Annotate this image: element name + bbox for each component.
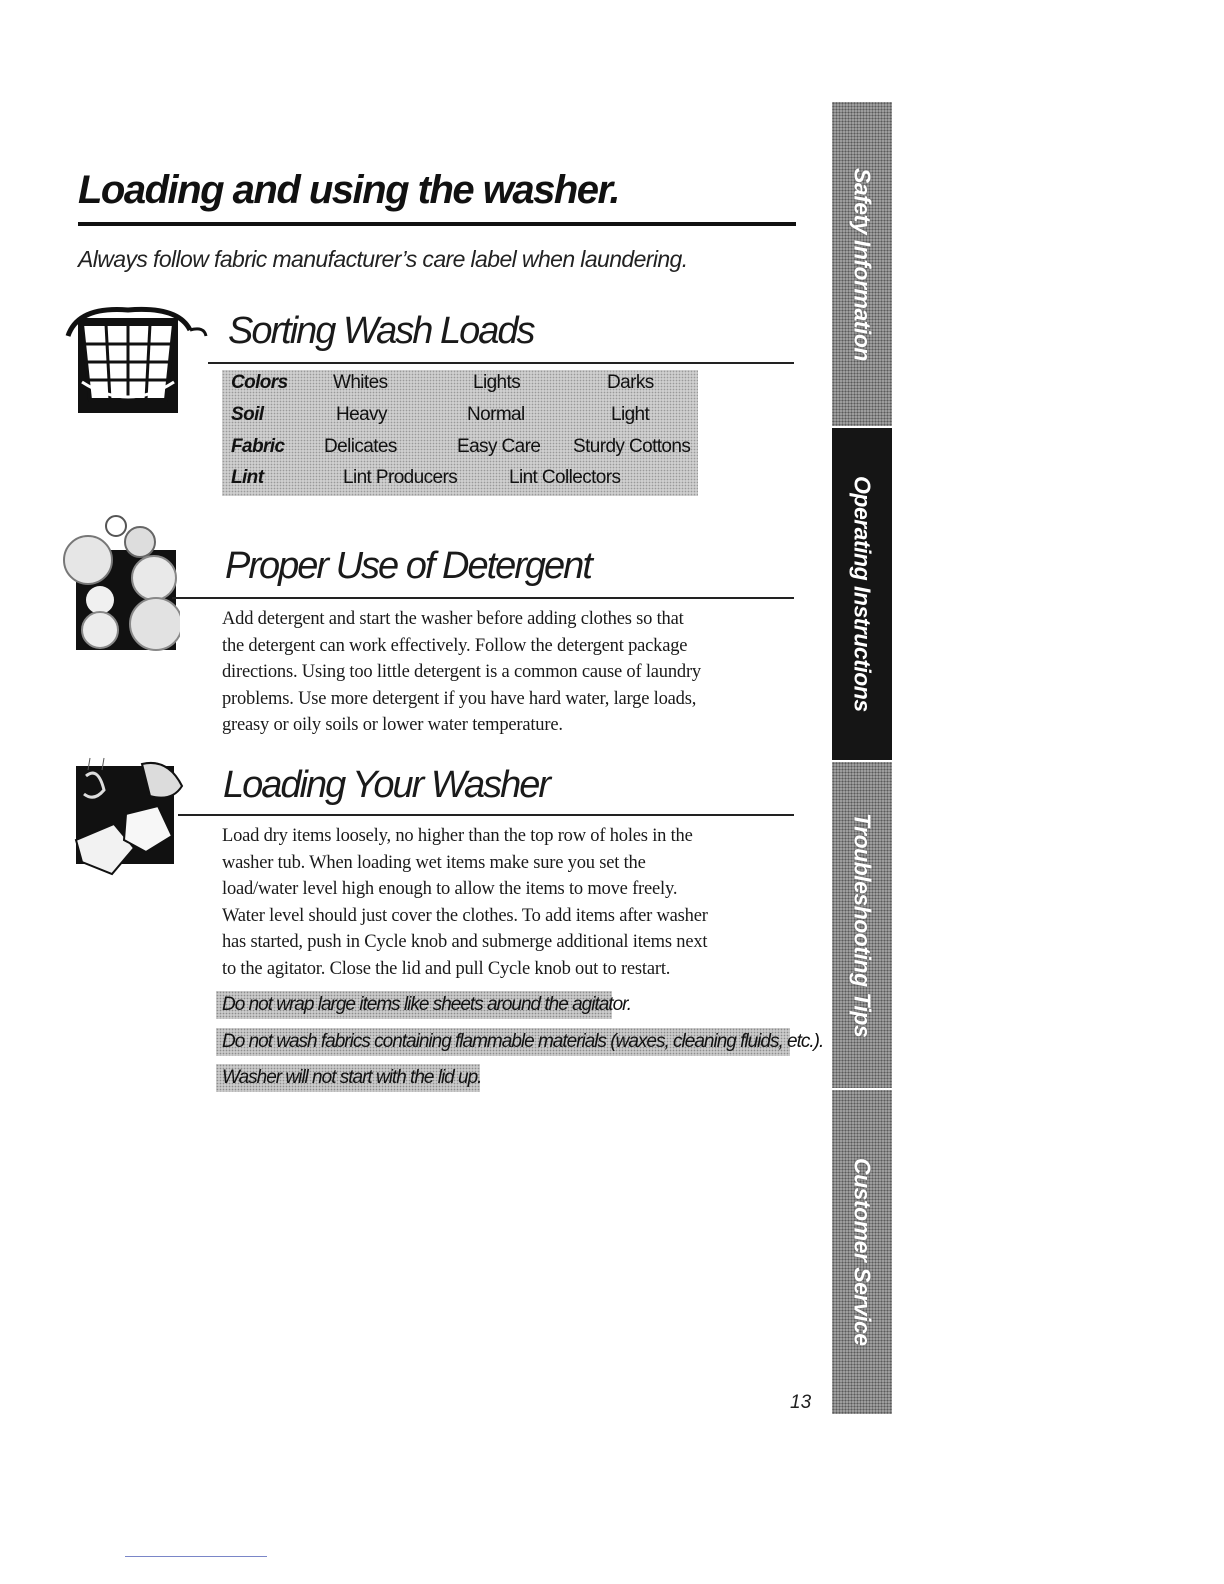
paragraph-line: load/water level high enough to allow the items to move freely. [222,879,678,899]
tab-operating-instructions[interactable] [832,428,892,760]
sort-row-lint [222,467,698,497]
laundry-basket-icon [58,300,208,415]
page-number: 13 [790,1392,812,1413]
sort-value: Sturdy Cottons [573,436,691,457]
clothes-loading-icon [64,756,184,876]
paragraph-line: problems. Use more detergent if you have hard water, large loads, [222,688,697,709]
paragraph-line: Load dry items loosely, no higher than the top row of holes in the [222,826,693,846]
sort-value: Normal [467,404,525,425]
tab-label: Safety Information [849,167,876,361]
sort-value: Lint Producers [343,467,458,488]
sort-label: Soil [231,404,264,425]
warning-note: Do not wash fabrics containing flammable materials (waxes, cleaning fluids, etc.). [216,1028,790,1056]
sort-value: Lights [473,372,521,393]
section-rule-loading [178,814,794,816]
paragraph-line: greasy or oily soils or lower water temperature. [222,715,563,735]
section-rule-sorting [208,362,794,364]
warning-note: Washer will not start with the lid up. [216,1064,480,1092]
paragraph-line: washer tub. When loading wet items make sure you set the [222,852,646,873]
sort-value: Lint Collectors [509,467,621,488]
sort-row-soil [222,404,698,434]
sort-value: Delicates [324,436,397,457]
sort-value: Light [611,404,650,425]
sort-label: Lint [231,467,264,488]
section-title-loading: Loading Your Washer [223,764,550,806]
warning-note: Do not wrap large items like sheets around the agitator. [216,991,612,1019]
section-rule-detergent [172,597,794,599]
tab-customer-service[interactable] [832,1090,892,1414]
section-title-detergent: Proper Use of Detergent [225,545,591,587]
tab-safety-information[interactable] [832,102,892,426]
sort-label: Colors [231,372,288,393]
paragraph-line: has started, push in Cycle knob and submerge additional items next [222,932,708,952]
tab-label: Customer Service [849,1158,876,1346]
section-title-sorting: Sorting Wash Loads [228,310,534,352]
paragraph-line: Add detergent and start the washer before adding clothes so that [222,609,684,629]
sort-value: Whites [333,372,388,393]
title-rule [78,222,796,226]
page-title: Loading and using the washer. [78,168,620,212]
sort-label: Fabric [231,436,285,457]
detergent-bubbles-icon [60,512,180,652]
tab-label: Troubleshooting Tips [849,812,876,1038]
paragraph-line: to the agitator. Close the lid and pull Cycle knob out to restart. [222,958,671,979]
sort-value: Easy Care [457,436,541,457]
sorting-table [222,370,698,496]
paragraph-line: directions. Using too little detergent is a common cause of laundry [222,662,701,682]
sort-row-fabric [222,436,698,466]
sort-row-colors [222,372,698,402]
page-subtitle: Always follow fabric manufacturer’s care label when laundering. [78,246,688,272]
sort-value: Heavy [336,404,387,425]
paragraph-line: Water level should just cover the clothes. To add items after washer [222,905,708,926]
detergent-paragraph [222,606,802,739]
tab-label: Operating Instructions [849,476,876,712]
paragraph-line: the detergent can work effectively. Follow the detergent package [222,635,688,656]
sort-value: Darks [607,372,654,393]
bottom-divider [125,1556,267,1557]
tab-troubleshooting-tips[interactable] [832,762,892,1088]
loading-paragraph [222,823,812,982]
